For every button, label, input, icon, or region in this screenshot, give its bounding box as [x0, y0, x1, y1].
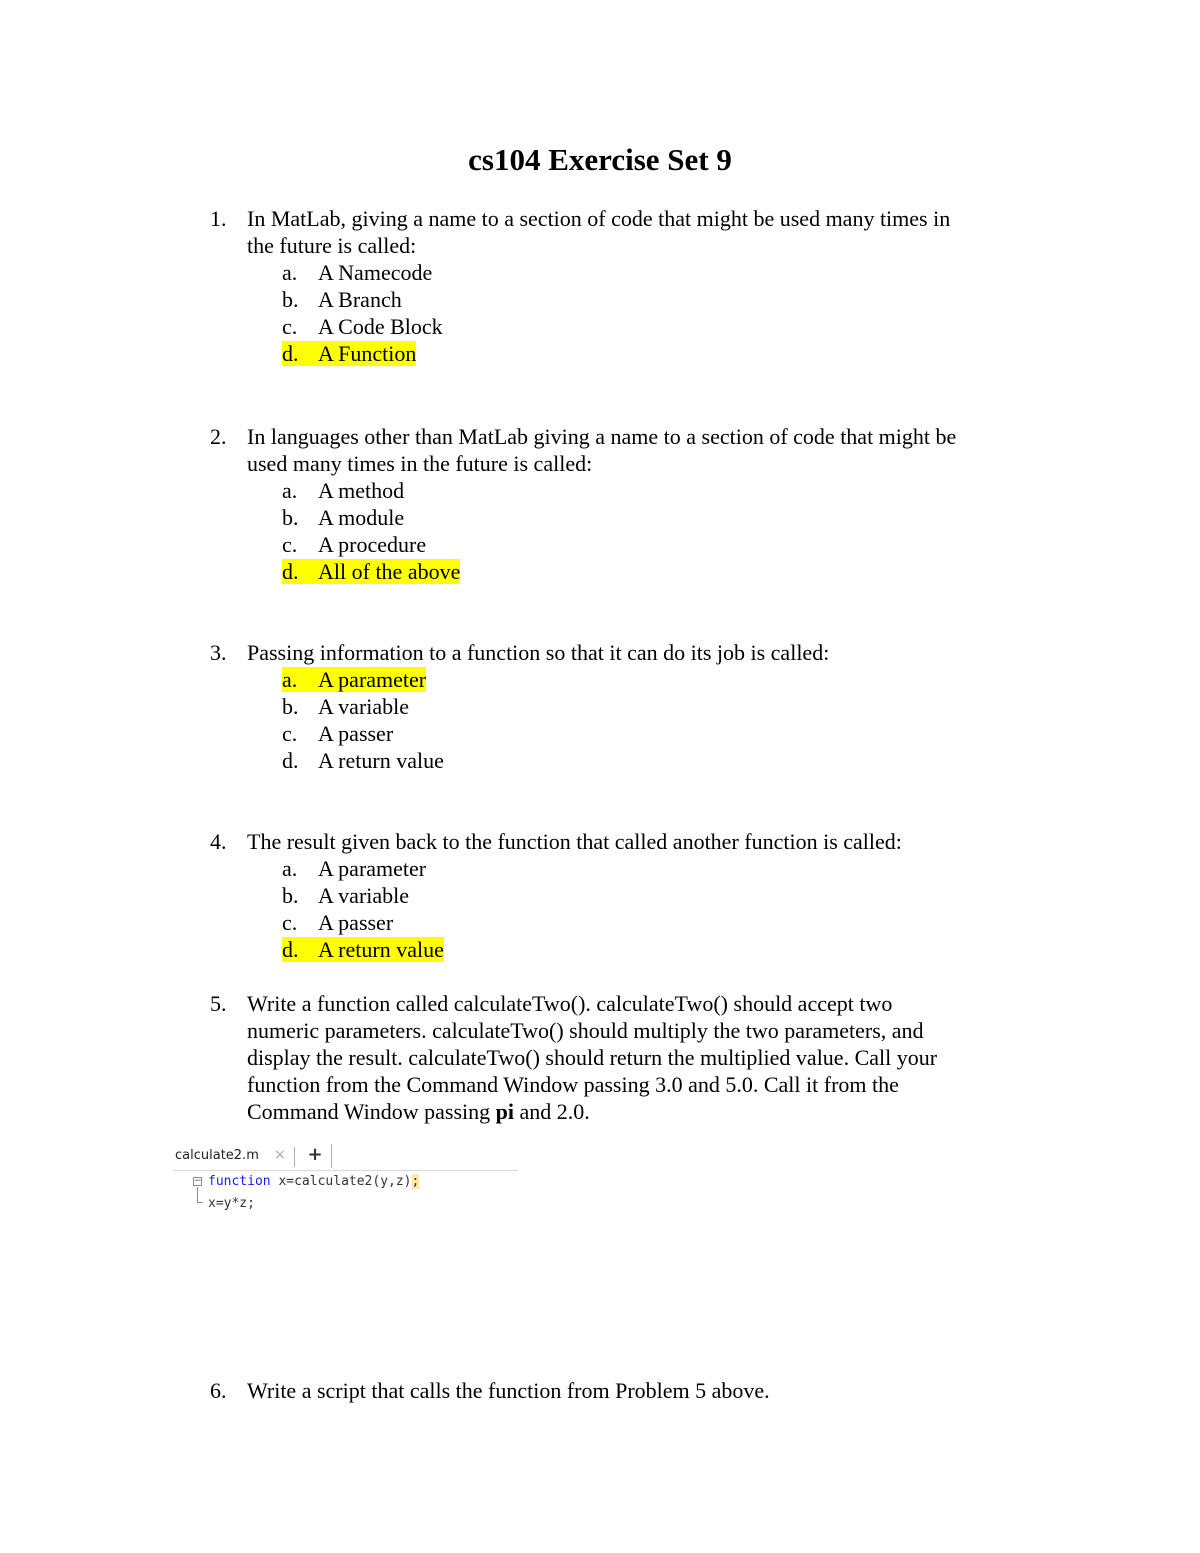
- option-letter: b.: [282, 883, 299, 908]
- question-line-part: Command Window passing: [247, 1099, 496, 1124]
- option-a: [282, 259, 1010, 286]
- tab-divider: [294, 1147, 295, 1167]
- code-keyword: function: [208, 1174, 271, 1189]
- document-title: cs104 Exercise Set 9: [468, 142, 732, 177]
- option-d: [282, 747, 1010, 774]
- option-d-answer: [282, 936, 1010, 963]
- question-number: 5.: [210, 991, 227, 1016]
- option-letter: c.: [282, 314, 298, 339]
- option-d-answer: [282, 558, 1010, 585]
- option-text: A variable: [318, 883, 410, 908]
- question-2: [210, 423, 1010, 585]
- option-text: A Function: [318, 341, 417, 366]
- option-letter: c.: [282, 532, 298, 557]
- options-list: [282, 477, 1010, 585]
- option-text: A parameter: [318, 856, 427, 881]
- close-icon[interactable]: ×: [274, 1147, 286, 1163]
- question-line: Passing information to a function so that it can do its job is called:: [247, 640, 830, 665]
- options-list: [282, 855, 1010, 963]
- code-line-2: x=y*z;: [208, 1196, 255, 1211]
- question-number: 4.: [210, 829, 227, 854]
- fold-guide: [197, 1187, 198, 1203]
- option-text: A return value: [318, 748, 444, 773]
- option-letter: a.: [282, 260, 298, 285]
- matlab-editor-snippet: [173, 1144, 518, 1222]
- question-4: [210, 828, 1010, 963]
- option-b: [282, 286, 1010, 313]
- question-line: In languages other than MatLab giving a name to a section of code that might be: [247, 424, 957, 449]
- option-letter: c.: [282, 721, 298, 746]
- option-text: A Code Block: [318, 314, 443, 339]
- option-b: [282, 504, 1010, 531]
- option-a: [282, 477, 1010, 504]
- question-line: Write a script that calls the function from Problem 5 above.: [247, 1378, 770, 1403]
- option-letter: d.: [282, 748, 299, 773]
- option-letter: d.: [282, 559, 299, 584]
- option-text: A parameter: [318, 667, 427, 692]
- question-3: [210, 639, 1010, 774]
- question-line: display the result. calculateTwo() should return the multiplied value. Call your: [247, 1045, 938, 1070]
- option-letter: b.: [282, 694, 299, 719]
- code-line-1: [208, 1173, 419, 1191]
- question-number: 6.: [210, 1378, 227, 1403]
- option-letter: a.: [282, 478, 298, 503]
- option-text: A method: [318, 478, 405, 503]
- option-d-answer: [282, 340, 1010, 367]
- option-letter: d.: [282, 937, 299, 962]
- option-text: A return value: [318, 937, 444, 962]
- option-a: [282, 855, 1010, 882]
- question-text: [247, 990, 1010, 1125]
- question-line-part: and 2.0.: [514, 1099, 590, 1124]
- question-line: The result given back to the function that called another function is called:: [247, 829, 902, 854]
- question-line: numeric parameters. calculateTwo() should multiply the two parameters, and: [247, 1018, 924, 1043]
- option-text: A passer: [318, 910, 394, 935]
- option-text: A procedure: [318, 532, 427, 557]
- code-text: x=calculate2(y,z): [270, 1174, 412, 1189]
- question-text: [247, 639, 1010, 666]
- options-list: [282, 259, 1010, 367]
- question-line: In MatLab, giving a name to a section of code that might be used many times in: [247, 206, 951, 231]
- option-text: A Branch: [318, 287, 402, 312]
- option-text: A module: [318, 505, 405, 530]
- option-letter: d.: [282, 341, 299, 366]
- question-text: [247, 828, 1010, 855]
- question-line: Write a function called calculateTwo(). calculateTwo() should accept two: [247, 991, 893, 1016]
- option-c: [282, 531, 1010, 558]
- editor-tab-calculate2[interactable]: calculate2.m: [175, 1148, 259, 1163]
- option-letter: b.: [282, 505, 299, 530]
- option-text: A Namecode: [318, 260, 433, 285]
- question-line: function from the Command Window passing 3.0 and 5.0. Call it from the: [247, 1072, 899, 1097]
- code-semicolon: ;: [411, 1174, 420, 1189]
- fold-guide-end: [197, 1202, 203, 1203]
- question-6: [210, 1377, 1010, 1404]
- question-number: 1.: [210, 206, 227, 231]
- add-tab-icon[interactable]: +: [299, 1144, 332, 1168]
- option-c: [282, 313, 1010, 340]
- option-b: [282, 693, 1010, 720]
- editor-tab-bar: [173, 1144, 518, 1171]
- option-letter: c.: [282, 910, 298, 935]
- option-b: [282, 882, 1010, 909]
- option-a-answer: [282, 666, 1010, 693]
- question-line: the future is called:: [247, 233, 417, 258]
- question-text: [247, 423, 1010, 477]
- option-text: A variable: [318, 694, 410, 719]
- option-letter: b.: [282, 287, 299, 312]
- pi-keyword: pi: [495, 1099, 515, 1124]
- question-text: [247, 205, 1010, 259]
- options-list: [282, 666, 1010, 774]
- option-c: [282, 720, 1010, 747]
- code-fold-icon[interactable]: −: [194, 1176, 202, 1186]
- option-letter: a.: [282, 667, 298, 692]
- question-line-last: [247, 1098, 1010, 1125]
- option-letter: a.: [282, 856, 298, 881]
- question-number: 3.: [210, 640, 227, 665]
- option-c: [282, 909, 1010, 936]
- option-text: All of the above: [318, 559, 461, 584]
- question-line: used many times in the future is called:: [247, 451, 593, 476]
- question-text: [247, 1377, 1010, 1404]
- question-1: [210, 205, 1010, 367]
- question-number: 2.: [210, 424, 227, 449]
- option-text: A passer: [318, 721, 394, 746]
- question-5: [210, 990, 1010, 1125]
